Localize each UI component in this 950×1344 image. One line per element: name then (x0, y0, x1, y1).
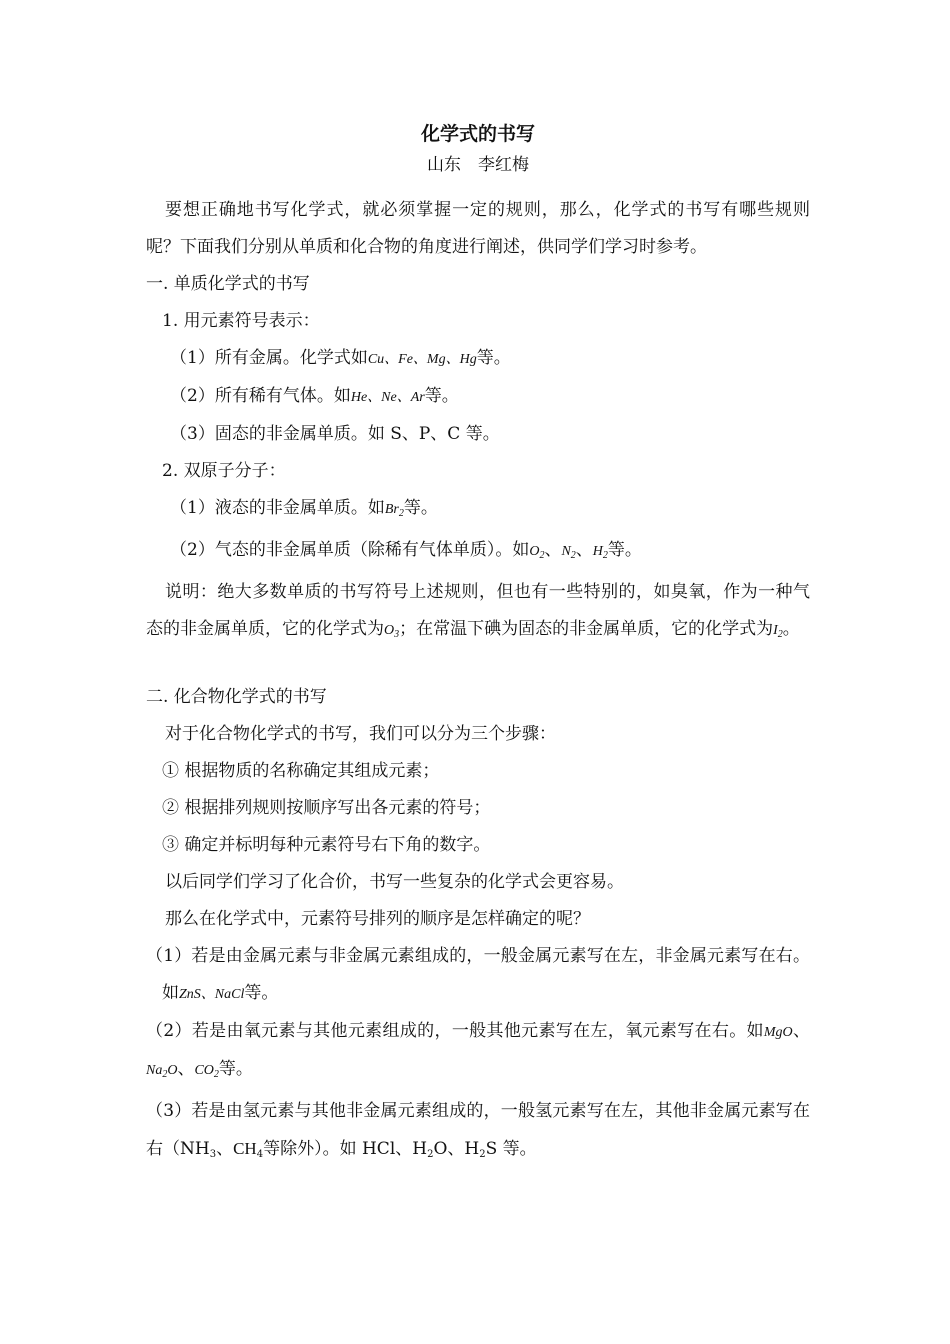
formula-subscript: 2 (602, 550, 608, 561)
formula-base: H (592, 544, 603, 559)
section2-para1: 以后同学们学习了化合价，书写一些复杂的化学式会更容易。 (165, 872, 624, 892)
formula-subscript: 4 (256, 1149, 264, 1160)
formula-part: Na (146, 1063, 163, 1078)
section1-sub1-item3: （3）固态的非金属单质。如 S、P、C 等。 (170, 424, 500, 444)
section2-heading: 二. 化合物化学式的书写 (146, 687, 327, 707)
section2-intro: 对于化合物化学式的书写，我们可以分为三个步骤： (165, 724, 556, 744)
section2-step3: ③ 确定并标明每种元素符号右下角的数字。 (162, 835, 491, 855)
section1-sub2-item2 (146, 532, 810, 574)
formula: MgO (763, 1025, 793, 1040)
separator: 、 (792, 1021, 810, 1041)
item-suffix: 等。 (476, 348, 511, 368)
formula-base: O (384, 623, 395, 638)
document-author: 山东 李红梅 (427, 155, 529, 175)
formula (384, 623, 399, 638)
rule-suffix: 等。 (218, 1059, 253, 1079)
formula (146, 1063, 177, 1078)
section2-para2: 那么在化学式中，元素符号排列的顺序是怎样确定的呢？ (165, 909, 590, 929)
item-suffix: 等。 (403, 498, 438, 518)
section1-sub1-item2 (146, 378, 810, 416)
section-spacer (146, 653, 810, 679)
rule-text: 、CH (216, 1139, 257, 1158)
formula (194, 1063, 218, 1078)
formula-base: I (773, 623, 778, 638)
note-text: 说明：绝大多数单质的书写符号上述规则，但也有一些特别的，如臭氧，作为一种气态的非金属单质，它的化学式为 (146, 582, 810, 639)
item-suffix: 等。 (607, 540, 642, 560)
formula-subscript: 2 (570, 550, 576, 561)
formula: ZnS、NaCl (179, 987, 245, 1002)
formula-subscript: 3 (209, 1149, 217, 1160)
formula-part: CO (194, 1063, 214, 1078)
formula: He、Ne、Ar (350, 390, 425, 405)
formula-subscript: 2 (398, 508, 404, 519)
rule-suffix: S 等。 (485, 1139, 537, 1159)
rule-text: O、H (433, 1139, 480, 1159)
section1-note (146, 574, 810, 653)
section1-heading: 一. 单质化学式的书写 (146, 274, 310, 294)
section1-sub1-item1 (146, 340, 810, 378)
formula (593, 544, 608, 559)
rule-suffix: 等。 (244, 983, 279, 1003)
rule-text: （2）若是由氧元素与其他元素组成的，一般其他元素写在左，氧元素写在右。如 (146, 1021, 764, 1041)
formula (773, 623, 783, 638)
item-text: （1）液态的非金属单质。如 (170, 498, 385, 518)
formula-base: O (529, 544, 540, 559)
note-text: 。 (782, 619, 800, 639)
rule-text: 等除外）。如 HCl、H (263, 1139, 428, 1159)
section2-rule1 (146, 938, 810, 1013)
rule-text: （3）若是由氢元素与其他非金属元素组成的，一般氢元素写在左，其他非金属元素写在右（NH (146, 1101, 810, 1159)
separator: 、 (177, 1059, 195, 1079)
item-text: （2）所有稀有气体。如 (170, 386, 351, 406)
document-body (146, 118, 810, 1173)
formula-subscript: 2 (777, 629, 783, 640)
formula-subscript: 2 (479, 1149, 486, 1160)
section2-step2: ② 根据排列规则按顺序写出各元素的符号； (162, 798, 491, 818)
item-suffix: 等。 (424, 386, 459, 406)
section2-step1: ① 根据物质的名称确定其组成元素； (162, 761, 440, 781)
formula-base: N (561, 544, 571, 559)
formula: Cu、Fe、Mg、Hg (367, 352, 477, 367)
section1-sub2-item1 (146, 490, 810, 532)
formula-subscript: 2 (213, 1069, 219, 1080)
formula (529, 544, 544, 559)
item-text: （2）气态的非金属单质（除稀有气体单质）。如 (170, 540, 530, 560)
formula (385, 502, 404, 517)
formula-subscript: 2 (539, 550, 545, 561)
document-title: 化学式的书写 (420, 123, 535, 145)
formula-part: O (167, 1063, 178, 1078)
formula-subscript: 2 (162, 1069, 168, 1080)
note-text: ；在常温下碘为固态的非金属单质，它的化学式为 (399, 619, 774, 639)
formula-subscript: 2 (427, 1149, 434, 1160)
separator: 、 (575, 540, 593, 560)
formula-subscript: 3 (394, 629, 400, 640)
intro-paragraph: 要想正确地书写化学式，就必须掌握一定的规则，那么，化学式的书写有哪些规则呢？下面我们分别从单质和化合物的角度进行阐述，供同学们学习时参考。 (146, 200, 810, 257)
formula-base: Br (384, 502, 399, 517)
section2-rule2 (146, 1013, 810, 1093)
separator: 、 (544, 540, 562, 560)
section1-sub1-heading: 1. 用元素符号表示： (162, 311, 320, 331)
section1-sub2-heading: 2. 双原子分子： (162, 461, 286, 481)
rule-text: （1）若是由金属元素与非金属元素组成的，一般金属元素写在左，非金属元素写在右。如 (146, 946, 810, 1003)
section2-rule3 (146, 1093, 810, 1173)
formula (561, 544, 575, 559)
item-text: （1）所有金属。化学式如 (170, 348, 368, 368)
